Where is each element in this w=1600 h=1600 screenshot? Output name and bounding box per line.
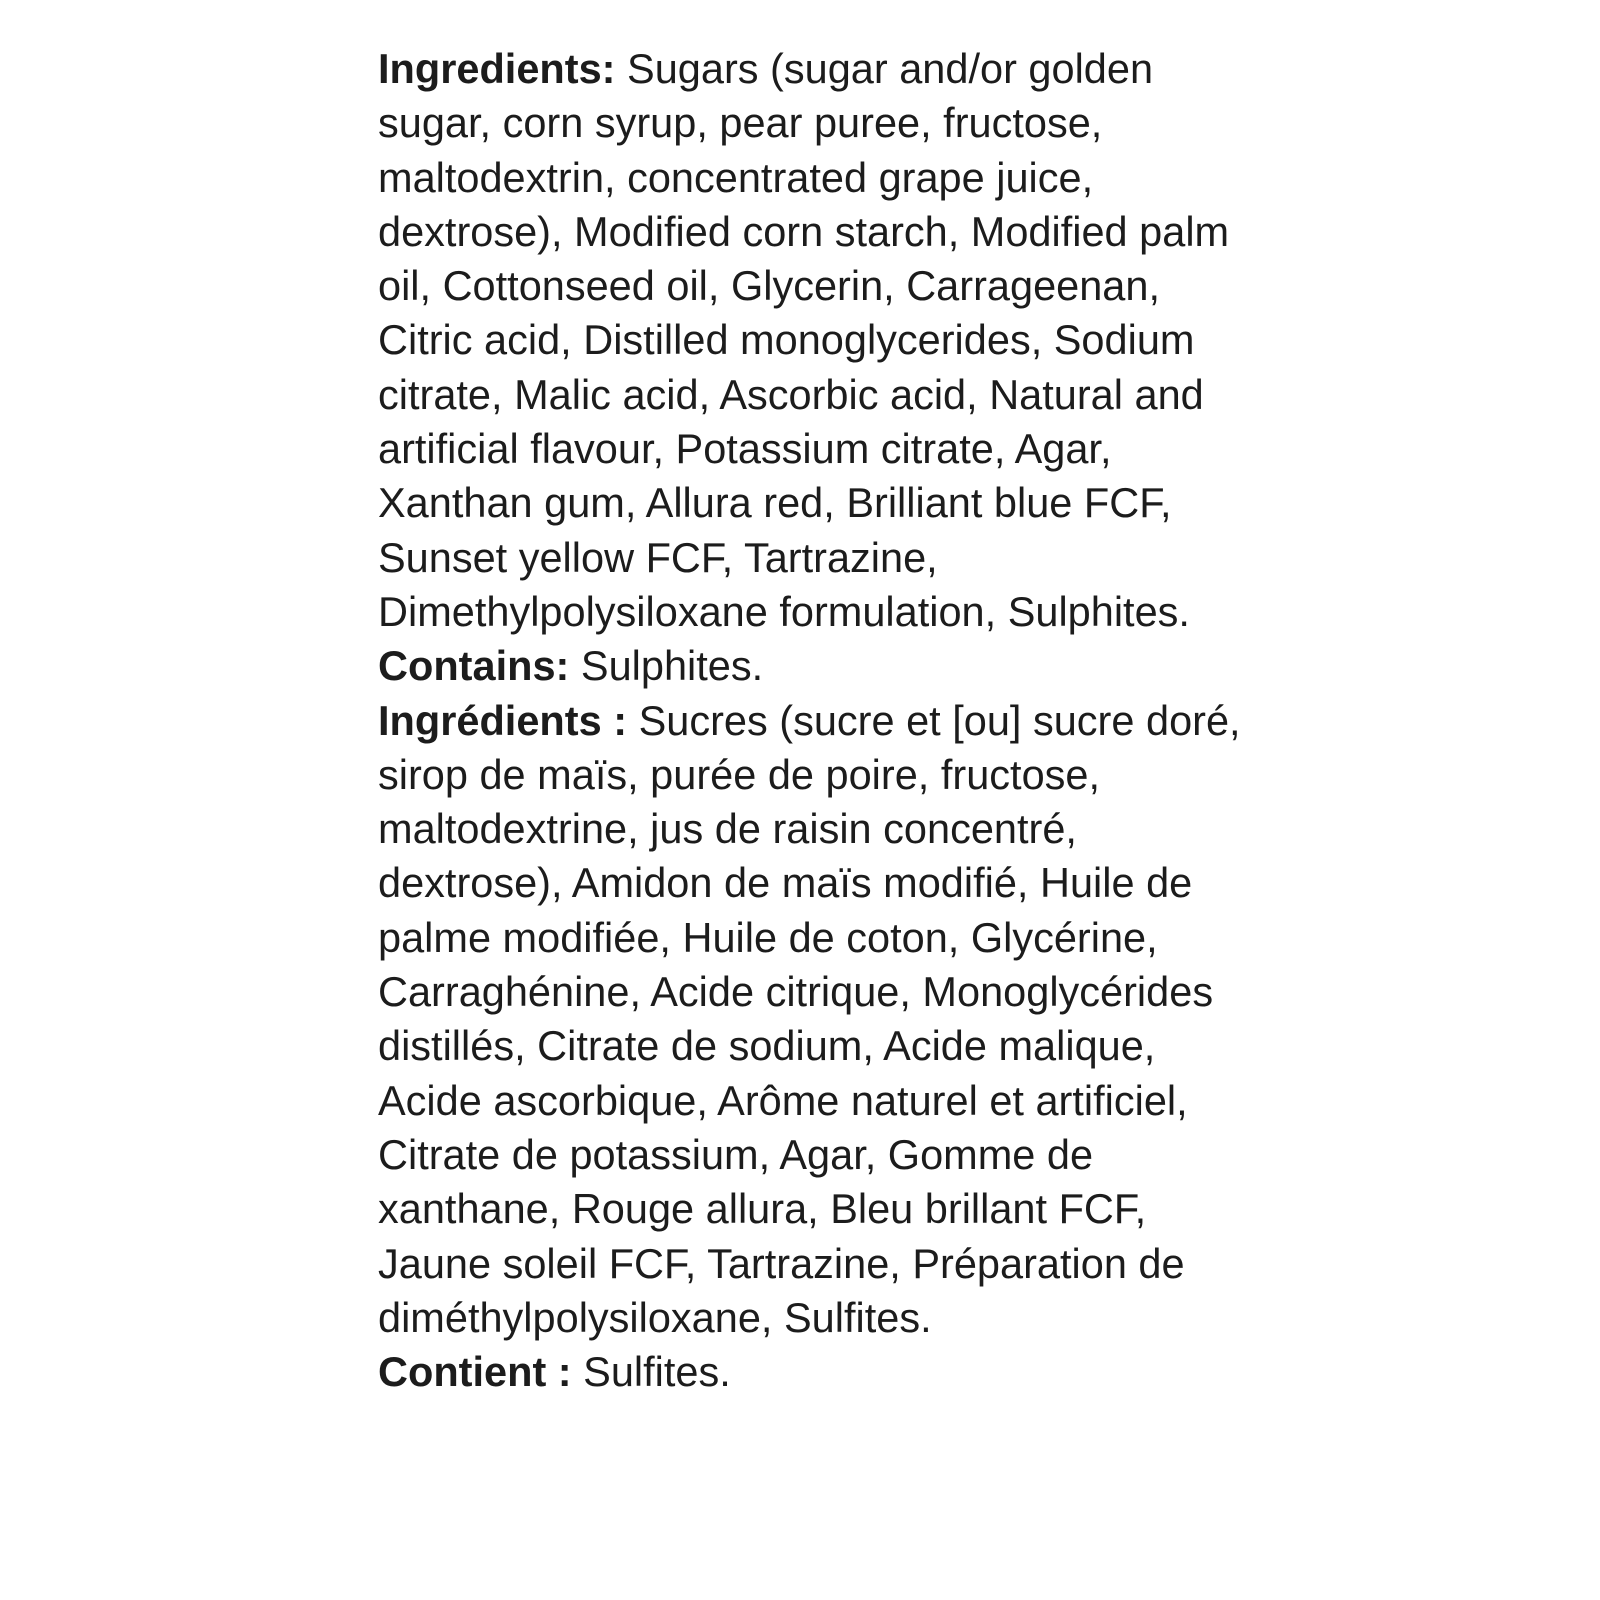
english-contains-heading: Contains: bbox=[378, 642, 570, 690]
english-contains-text: Sulphites. bbox=[580, 642, 764, 690]
english-contains bbox=[378, 639, 1258, 693]
french-contains-text: Sulfites. bbox=[583, 1348, 731, 1396]
french-contains bbox=[378, 1345, 1258, 1399]
ingredients-label bbox=[378, 42, 1258, 1399]
english-ingredients-heading: Ingredients: bbox=[378, 45, 616, 92]
french-ingredients bbox=[378, 694, 1258, 1346]
french-contains-heading: Contient : bbox=[378, 1348, 572, 1396]
french-ingredients-text: Sucres (sucre et [ou] sucre doré, sirop de maïs, purée de poire, fructose, maltodextrine, jus de raisin concentré, dextrose), Amidon de maïs modifié, Huile de palme modifiée, Huile de coton, Glycérine, Carraghénine, Acide citrique, Monoglycérides distillés, Citrate de sodium, Acide malique, Acide ascorbique, Arôme naturel et artificiel, Citrate de potassium, Agar, Gomme de xanthane, Rouge allura, Bleu brillant FCF, Jaune soleil FCF, Tartrazine, Préparation de diméthylpolysiloxane, Sulfites. bbox=[378, 696, 1241, 1341]
english-ingredients bbox=[378, 42, 1258, 639]
english-ingredients-text: Sugars (sugar and/or golden sugar, corn syrup, pear puree, fructose, maltodextrin, concentrated grape juice, dextrose), Modified corn starch, Modified palm oil, Cottonseed oil, Glycerin, Carrageenan, Citric acid, Distilled monoglycerides, Sodium citrate, Malic acid, Ascorbic acid, Natural and artificial flavour, Potassium citrate, Agar, Xanthan gum, Allura red, Brilliant blue FCF, Sunset yellow FCF, Tartrazine, Dimethylpolysiloxane formulation, Sulphites. bbox=[378, 45, 1230, 635]
french-ingredients-heading: Ingrédients : bbox=[378, 696, 628, 744]
